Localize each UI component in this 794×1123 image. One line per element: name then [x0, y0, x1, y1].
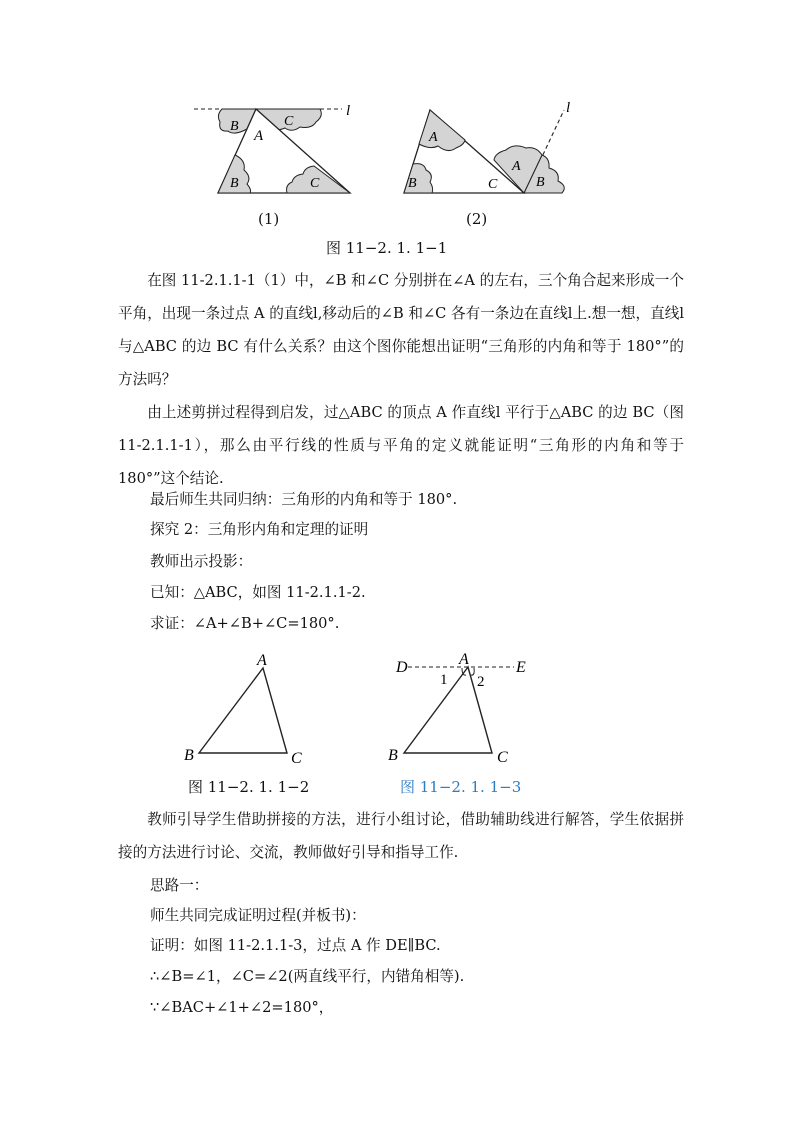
proof-step-2: ∴∠B=∠1，∠C=∠2(两直线平行，内错角相等). [150, 968, 465, 985]
approach-1-heading: 思路一： [150, 877, 209, 894]
label-C-top: C [284, 114, 294, 129]
fig3-label-angle1: 1 [440, 672, 448, 688]
fig3-label-A: A [459, 651, 469, 668]
cut-and-paste-diagram-1 [190, 100, 360, 200]
figure-3 [388, 646, 538, 768]
paragraph-1: 在图 11-2.1.1-1（1）中，∠B 和∠C 分别拼在∠A 的左右，三个角合起来形成一个平角，出现一条过点 A 的直线l,移动后的∠B 和∠C 各有一条边在直线l上.想一想，直线l与△ABC 的边 BC 有什么关系？由这个图你能想出证明“三角形的内角和等于 180°”的方法吗？ [118, 272, 684, 388]
given-line: 已知：△ABC，如图 11-2.1.1-2. [150, 584, 366, 601]
label-B-2: B [408, 176, 417, 191]
paragraph-2: 由上述剪拼过程得到启发，过△ABC 的顶点 A 作直线l 平行于△ABC 的边 BC（图 11-2.1.1-1），那么由平行线的性质与平角的定义就能证明“三角形的内角和等于 180°”这个结论. [118, 404, 684, 487]
fig3-label-B: B [388, 747, 398, 764]
panel-2-label: (2) [466, 210, 488, 228]
figure-1-caption: 图 11−2. 1. 1−1 [326, 239, 448, 257]
fig2-label-B: B [184, 747, 194, 764]
body-paragraph-3 [118, 803, 684, 869]
fig3-label-E: E [516, 659, 526, 676]
fig3-label-angle2: 2 [477, 674, 485, 690]
label-B-base: B [230, 176, 239, 191]
projection-line: 教师出示投影： [150, 553, 253, 570]
fig3-label-C: C [497, 749, 508, 766]
proof-step-3: ∵∠BAC+∠1+∠2=180°， [150, 999, 334, 1016]
label-C-2: C [488, 177, 498, 192]
label-A: A [254, 128, 264, 144]
paragraph-3: 教师引导学生借助拼接的方法，进行小组讨论，借助辅助线进行解答，学生依据拼接的方法进行讨论、交流，教师做好引导和指导工作. [118, 811, 684, 861]
prove-line: 求证：∠A+∠B+∠C=180°. [150, 615, 340, 632]
figure-2 [180, 648, 310, 766]
label-line-l: l [346, 103, 351, 119]
label-line-l-2: l [566, 100, 571, 116]
label-A-top-2: A [429, 130, 438, 145]
label-C-base: C [310, 176, 320, 191]
exploration-2-heading: 探究 2：三角形内角和定理的证明 [150, 521, 369, 538]
figure-1-panel-2 [400, 98, 580, 200]
proof-intro-line: 师生共同完成证明过程(并板书)： [150, 907, 366, 924]
proof-step-1: 证明：如图 11-2.1.1-3，过点 A 作 DE∥BC. [150, 937, 441, 954]
figure-1-panel-1 [190, 100, 360, 200]
fig2-label-C: C [291, 750, 302, 766]
figure-2-caption: 图 11−2. 1. 1−2 [188, 778, 310, 796]
fig2-label-A: A [257, 652, 267, 669]
fig3-label-D: D [396, 659, 408, 676]
label-B-top: B [230, 119, 239, 134]
figure-3-caption: 图 11−2. 1. 1−3 [400, 778, 522, 796]
panel-1-label: (1) [258, 210, 280, 228]
summary-line: 最后师生共同归纳：三角形的内角和等于 180°. [150, 491, 458, 508]
body-paragraphs-1 [118, 264, 684, 495]
triangle-abc-diagram [180, 648, 310, 766]
triangle-with-parallel-line-diagram [388, 646, 538, 768]
cut-and-paste-diagram-2 [400, 98, 580, 200]
label-A-moved-2: A [512, 159, 521, 174]
label-B-moved-2: B [536, 175, 545, 190]
